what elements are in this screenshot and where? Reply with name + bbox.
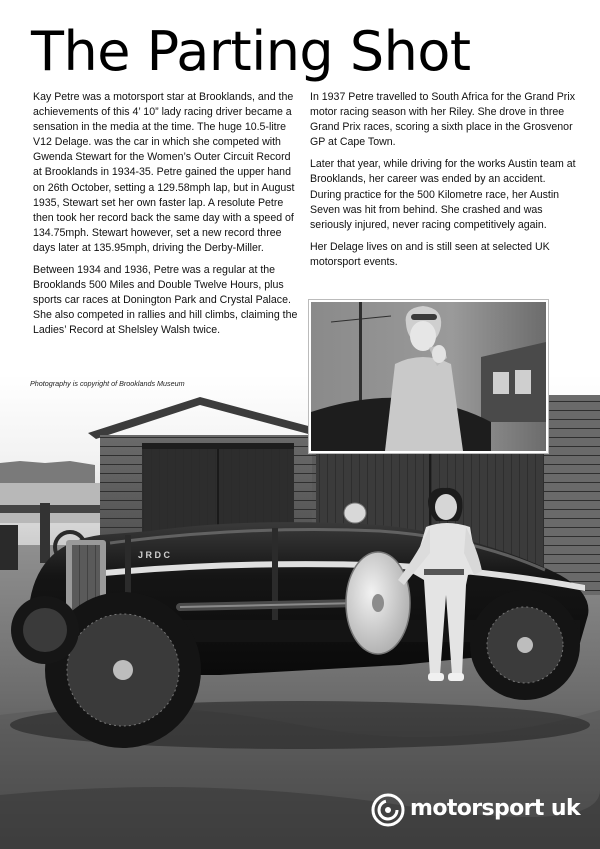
right-paragraph-1: In 1937 Petre travelled to South Africa for the Grand Prix motor racing season with her Riley. She drove in three Grand Prix races, scoring a sixth place in the Grosvenor GP at Cape Town. (310, 91, 575, 149)
right-text-column (310, 90, 578, 277)
right-paragraph-3: Her Delage lives on and is still seen at selected UK motorsport events. (310, 240, 550, 268)
motorsport-uk-logo (370, 792, 580, 832)
motorsport-uk-logo-text: motorsport uk (410, 796, 580, 821)
motorsport-uk-logo-icon (370, 792, 406, 828)
right-paragraph-2: Later that year, while driving for the works Austin team at Brooklands, her career was ended by an accident. During practice for the 500 Kilometre race, her Austin Seven was hit from behind. She crashed and was seriously injured, never racing competitively again. (310, 158, 576, 231)
left-text-column (33, 90, 298, 346)
car-badge-text: J R D C (138, 550, 171, 560)
photo-credit: Photography is copyright of Brooklands Museum (30, 379, 185, 388)
inset-portrait-photo (309, 300, 548, 453)
page-title: The Parting Shot (31, 20, 471, 83)
left-paragraph-2: Between 1934 and 1936, Petre was a regular at the Brooklands 500 Miles and Double Twelve Hours, plus sports car races at Donington Park and Crystal Palace. She also competed in rallies and hill climbs, claiming the Ladies’ Record at Shelsley Walsh twice. (33, 264, 298, 337)
left-paragraph-1: Kay Petre was a motorsport star at Brooklands, and the achievements of this 4’ 10” lady racing driver became a sensation in the media at the time. The huge 10.5-litre V12 Delage. was the car in which she competed with Gwenda Stewart for the Women’s Outer Circuit Record at Brooklands in 1934-35. Petre gained the upper hand on 26th October, setting a 129.58mph lap, but in August 1935, Stewart set her own faster lap. A resolute Petre then took her record back the same day with a speed of 134.75mph. Stewart however, set a new record three days later at 135.95mph, driving the Derby-Miller. (33, 91, 295, 254)
